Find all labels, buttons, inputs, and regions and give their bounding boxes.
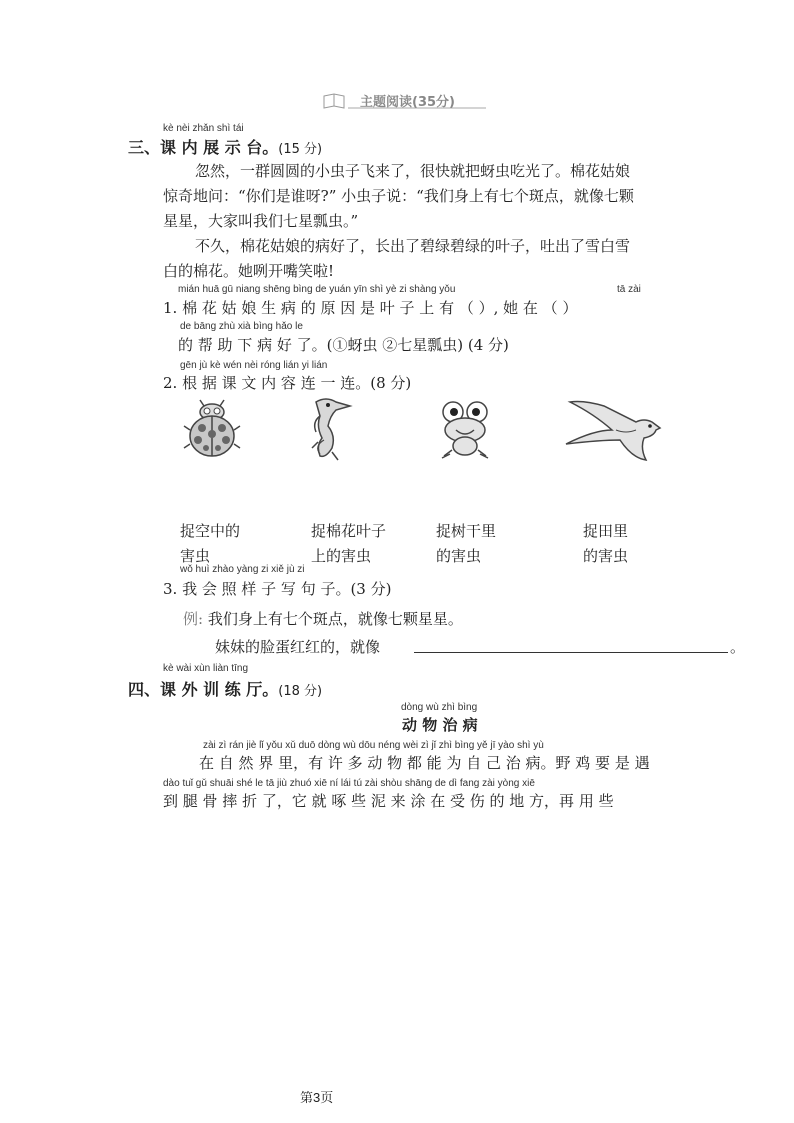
q2-line: 2. 根 据 课 文 内 容 连 一 连。(8 分) (163, 374, 412, 392)
example-sentence (183, 608, 463, 629)
section3-pinyin: kè nèi zhǎn shì tái (163, 123, 244, 134)
q3-line: 3. 我 会 照 样 子 写 句 子。(3 分) (163, 580, 392, 598)
ladybug-image (182, 398, 242, 460)
frog-image (438, 398, 492, 460)
section4-title (128, 677, 322, 700)
option-3-line2: 的害虫 (436, 547, 482, 565)
q1-line1: 1. 棉 花 姑 娘 生 病 的 原 因 是 叶 子 上 有 （ ）, 她 在 （ ） (163, 299, 578, 317)
para2-line2: 白的棉花。她咧开嘴笑啦! (163, 262, 335, 280)
fill-end: 。 (730, 638, 746, 656)
article-line1: 在 自 然 界 里，有 许 多 动 物 都 能 为 自 己 治 病。野 鸡 要 是 遇 (199, 754, 650, 772)
q1-line2: 的 帮 助 下 病 好 了。(①蚜虫 ②七星瓢虫) (4 分) (178, 336, 509, 354)
answer-blank-line[interactable] (414, 652, 728, 653)
swallow-image (564, 400, 664, 462)
para2-line1: 不久，棉花姑娘的病好了，长出了碧绿碧绿的叶子，吐出了雪白雪 (195, 237, 631, 255)
option-2-line1: 捉棉花叶子 (311, 522, 387, 540)
option-4-line2: 的害虫 (583, 547, 629, 565)
page-number: 第3页 (300, 1090, 334, 1105)
section3-score: (15 分) (278, 142, 323, 157)
article-title: 动 物 治 病 (402, 716, 478, 734)
option-3-line1: 捉树干里 (436, 522, 497, 540)
q1-pinyin-1: mián huā gū niang shēng bìng de yuán yīn shì yè zi shàng yǒu (178, 284, 456, 295)
section4-title-text: 四、课 外 训 练 厅。 (128, 680, 279, 699)
para1-line3: 星星，大家叫我们七星瓢虫。” (163, 212, 359, 230)
para1-line2: 惊奇地问：“你们是谁呀?” 小虫子说：“我们身上有七个斑点，就像七颗 (163, 187, 634, 205)
article-line2-pinyin: dào tuǐ gǔ shuāi shé le tā jiù zhuó xiē ní lái tú zài shòu shāng de dì fang zài yòng xiē (163, 778, 535, 789)
section3-title (128, 135, 322, 158)
q1-pinyin-2: de bāng zhù xià bìng hǎo le (180, 321, 303, 332)
option-4-line1: 捉田里 (583, 522, 629, 540)
article-line1-pinyin: zài zì rán jiè lǐ yǒu xǔ duō dòng wù dōu néng wèi zì jǐ zhì bìng yě jī yào shì yù (203, 740, 544, 751)
option-1-line2: 害虫 (180, 547, 211, 565)
example-text: 我们身上有七个斑点，就像七颗星星。 (207, 610, 463, 628)
option-2-line2: 上的害虫 (311, 547, 372, 565)
fill-prompt: 妹妹的脸蛋红红的，就像 (215, 638, 381, 656)
q1-pinyin-1b: tā zài (617, 284, 641, 295)
woodpecker-image (306, 396, 356, 462)
section-banner (320, 92, 490, 110)
article-line2: 到 腿 骨 摔 折 了，它 就 啄 些 泥 来 涂 在 受 伤 的 地 方，再 用 些 (163, 792, 614, 810)
section4-score: (18 分) (278, 684, 323, 699)
section4-pinyin: kè wài xùn liàn tīng (163, 663, 249, 674)
article-title-pinyin: dòng wù zhì bìng (401, 702, 478, 713)
option-1-line1: 捉空中的 (180, 522, 241, 540)
q3-pinyin: wǒ huì zhào yàng zi xiě jù zi (180, 564, 305, 575)
q2-pinyin: gēn jù kè wén nèi róng lián yi lián (180, 360, 328, 371)
section3-title-text: 三、课 内 展 示 台。 (128, 138, 279, 157)
banner-text: 主题阅读(35分) (360, 95, 455, 110)
example-label: 例: (183, 610, 204, 628)
para1-line1: 忽然，一群圆圆的小虫子飞来了，很快就把蚜虫吃光了。棉花姑娘 (195, 162, 631, 180)
